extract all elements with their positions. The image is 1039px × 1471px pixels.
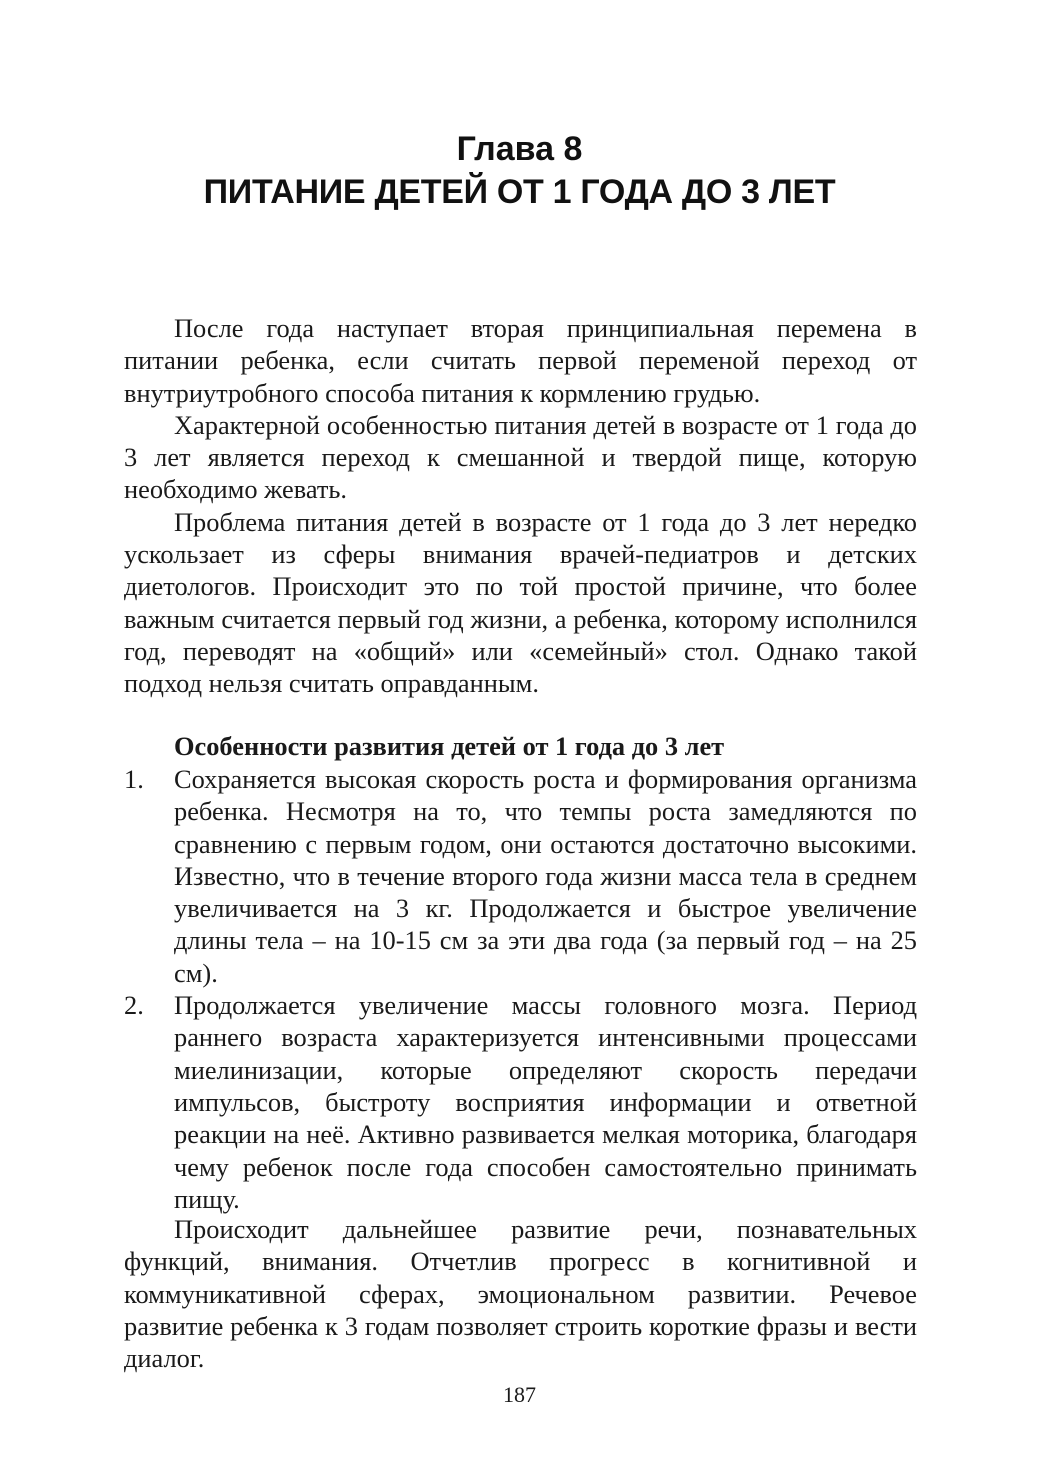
list-item-number: 2.: [124, 990, 144, 1021]
page-number: 187: [503, 1382, 536, 1407]
numbered-list: [124, 763, 917, 1215]
closing-text: [124, 1213, 917, 1374]
paragraph: Характерной особенностью питания детей в возрасте от 1 года до 3 лет является переход к смешанной и твердой пище, которую необходимо жевать.: [124, 409, 917, 505]
list-item-number: 1.: [124, 764, 144, 794]
paragraph: Происходит дальнейшее развитие речи, познавательных функций, внимания. Отчетлив прогресс в когнитивной и коммуникативной сферах, эмоциональном развитии. Речевое развитие ребенка к 3 годам позволяет строить короткие фразы и вести диалог.: [124, 1214, 917, 1374]
section-heading: Особенности развития детей от 1 года до 3 лет: [174, 731, 725, 761]
chapter-number: Глава 8: [456, 130, 583, 168]
chapter-title: ПИТАНИЕ ДЕТЕЙ ОТ 1 ГОДА ДО 3 ЛЕТ: [203, 173, 836, 211]
paragraph: После года наступает вторая принципиальная перемена в питании ребенка, если считать первой переменой переход от внутриутробного способа питания к кормлению грудью.: [124, 313, 917, 408]
list-item: [124, 763, 917, 989]
list-item-text: Продолжается увеличение массы головного мозга. Период раннего возраста характеризуется интенсивными процессами миелинизации, которые определяют скорость передачи импульсов, быстроту восприятия информации и ответной реакции на неё. Активно развивается мелкая моторика, благодаря чему ребенок после года способен самостоятельно принимать пищу.: [174, 990, 917, 1214]
list-item-text: Сохраняется высокая скорость роста и формирования организма ребенка. Несмотря на то, что темпы роста замедляются по сравнению с первым годом, они остаются достаточно высокими. Известно, что в течение второго года жизни масса тела в среднем увеличивается на 3 кг. Продолжается и быстрое увеличение длины тела – на 10-15 см за эти два года (за первый год – на 25 см).: [174, 764, 917, 988]
paragraph: Проблема питания детей в возрасте от 1 года до 3 лет нередко ускользает из сферы внимания врачей-педиатров и детских диетологов. Происходит это по той простой причине, что более важным считается первый год жизни, а ребенка, которому исполнился год, переводят на «общий» или «семейный» стол. Однако такой подход нельзя считать оправданным.: [124, 506, 917, 699]
list-item: [124, 989, 917, 1215]
intro-text: [124, 312, 917, 700]
